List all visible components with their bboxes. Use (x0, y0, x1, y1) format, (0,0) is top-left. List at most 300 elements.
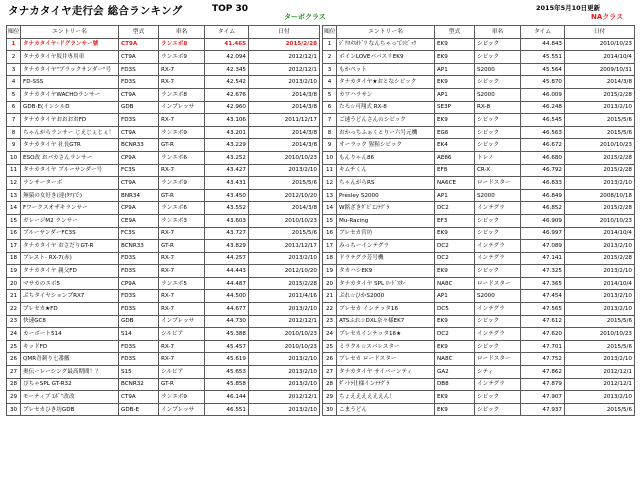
cell-date: 2015/2/28 (565, 88, 635, 101)
cell-rank: 17 (7, 240, 21, 253)
cell-rank: 5 (323, 88, 337, 101)
cell-model: AP1 (435, 189, 475, 202)
cell-time: 47.701 (521, 340, 565, 353)
cell-car: S2000 (475, 290, 521, 303)
cell-model: BCNR33 (119, 139, 159, 152)
table-row (323, 303, 635, 316)
cell-time: 46.551 (205, 403, 249, 416)
cell-time: 43.552 (205, 202, 249, 215)
cell-entry: キムチくん (337, 164, 435, 177)
cell-car: RX-7 (159, 303, 205, 316)
table-row (7, 340, 320, 353)
cell-car: シルビア (159, 366, 205, 379)
cell-model: CT9A (119, 88, 159, 101)
cell-time: 47.089 (521, 240, 565, 253)
cell-model: GA2 (435, 366, 475, 379)
cell-date: 2012/10/20 (249, 189, 320, 202)
cell-time: 43.106 (205, 114, 249, 127)
cell-car: ランエボ9 (159, 126, 205, 139)
cell-entry: ちょええええええん！ (337, 391, 435, 404)
cell-date: 2010/10/23 (565, 38, 635, 51)
cell-car: ランエボ5 (159, 277, 205, 290)
cell-model: AP1 (435, 63, 475, 76)
cell-date: 2012/10/20 (249, 265, 320, 278)
cell-date: 2008/10/18 (565, 189, 635, 202)
cell-date: 2013/2/10 (249, 303, 320, 316)
cell-rank: 12 (323, 177, 337, 190)
cell-model: FD3S (119, 265, 159, 278)
cell-model: EK9 (435, 51, 475, 64)
table-row (323, 202, 635, 215)
cell-time: 47.907 (521, 391, 565, 404)
cell-model: FD3S (119, 63, 159, 76)
cell-entry: タナカタイヤおおおおFD (21, 114, 119, 127)
cell-model: EF3 (435, 214, 475, 227)
table-header-row (7, 26, 320, 39)
cell-car: RX-7 (159, 290, 205, 303)
cell-date: 2012/12/1 (565, 366, 635, 379)
cell-model: CP9A (119, 151, 159, 164)
table-row (7, 214, 320, 227)
cell-car: ランエボ6 (159, 151, 205, 164)
table-row (7, 227, 320, 240)
cell-model: SE3P (435, 101, 475, 114)
cell-car: RX-7 (159, 63, 205, 76)
cell-date: 2015/5/6 (249, 177, 320, 190)
cell-model: FD3S (119, 76, 159, 89)
cell-rank: 18 (323, 252, 337, 265)
cell-time: 46.852 (521, 202, 565, 215)
col-model: 型式 (435, 26, 475, 39)
cell-car: シビック (475, 391, 521, 404)
cell-rank: 22 (323, 303, 337, 316)
cell-entry: ミラクル☆スパレスター (337, 340, 435, 353)
cell-car: インプレッサ (159, 315, 205, 328)
cell-model: EK4 (435, 139, 475, 152)
cell-date: 2015/2/28 (249, 277, 320, 290)
table-row (7, 290, 320, 303)
cell-entry: タナカタイヤ SPL ﾛｰﾄﾞｽﾀｰ (337, 277, 435, 290)
cell-entry: Fワークスオザキランサー (21, 202, 119, 215)
cell-entry: ガレージM2 ランサー (21, 214, 119, 227)
cell-model: CT9A (119, 51, 159, 64)
cell-time: 46.563 (521, 126, 565, 139)
cell-rank: 21 (323, 290, 337, 303)
cell-entry: タナカタイヤWACHOランサー (21, 88, 119, 101)
cell-model: EF8 (435, 164, 475, 177)
cell-car: シビック (475, 38, 521, 51)
table-row (7, 403, 320, 416)
cell-time: 44.487 (205, 277, 249, 290)
cell-car: シビック (475, 227, 521, 240)
cell-rank: 5 (7, 88, 21, 101)
cell-date: 2014/3/8 (249, 101, 320, 114)
cell-car: トレノ (475, 151, 521, 164)
cell-rank: 4 (323, 76, 337, 89)
col-entry: エントリー名 (337, 26, 435, 39)
cell-time: 43.201 (205, 126, 249, 139)
table-row (323, 214, 635, 227)
cell-time: 46.248 (521, 101, 565, 114)
cell-rank: 1 (7, 38, 21, 51)
cell-car: ランエボ6 (159, 202, 205, 215)
cell-car: GT-R (159, 240, 205, 253)
cell-date: 2013/2/10 (249, 378, 320, 391)
cell-entry: Mu-Racing (337, 214, 435, 227)
table-row (323, 391, 635, 404)
cell-model: DC2 (435, 202, 475, 215)
cell-rank: 25 (323, 340, 337, 353)
cell-model: EK9 (435, 227, 475, 240)
cell-date: 2013/2/10 (249, 353, 320, 366)
table-row (323, 88, 635, 101)
cell-car: シビック (475, 126, 521, 139)
cell-date: 2010/10/23 (249, 328, 320, 341)
cell-model: FD3S (119, 353, 159, 366)
table-row (7, 391, 320, 404)
cell-time: 47.862 (521, 366, 565, 379)
cell-time: 44.843 (521, 38, 565, 51)
cell-time: 46.997 (521, 227, 565, 240)
cell-date: 2009/10/31 (565, 63, 635, 76)
cell-model: EK9 (435, 114, 475, 127)
cell-model: CT9A (119, 177, 159, 190)
cell-rank: 20 (7, 277, 21, 290)
cell-car: ランエボ8 (159, 88, 205, 101)
cell-date: 2013/2/10 (249, 252, 320, 265)
cell-rank: 15 (323, 214, 337, 227)
cell-time: 43.450 (205, 189, 249, 202)
col-car: 車名 (475, 26, 521, 39)
table-row (323, 126, 635, 139)
cell-entry: タナカタイヤ サイバーンティ (337, 366, 435, 379)
cell-entry: ちゃんがらランサー じえじぇじぇ！ (21, 126, 119, 139)
cell-date: 2015/5/6 (249, 227, 320, 240)
cell-entry: ｼﾞｱﾛﾒｽｵﾄﾞﾘ なんちゃってｼﾋﾞｯｸ (337, 38, 435, 51)
cell-time: 46.792 (521, 164, 565, 177)
table-row (7, 202, 320, 215)
cell-rank: 3 (7, 63, 21, 76)
cell-car: ロードスター (475, 353, 521, 366)
cell-rank: 30 (323, 403, 337, 416)
cell-car: RX-7 (159, 252, 205, 265)
cell-rank: 16 (323, 227, 337, 240)
cell-rank: 3 (323, 63, 337, 76)
cell-entry: GDB-E(インシルD (21, 101, 119, 114)
table-row (323, 151, 635, 164)
cell-car: RX-7 (159, 340, 205, 353)
cell-entry: オーラック 猩猩シビック (337, 139, 435, 152)
cell-car: ランエボ9 (159, 51, 205, 64)
cell-time: 45.858 (205, 378, 249, 391)
cell-date: 2014/3/8 (565, 76, 635, 89)
cell-model: CT9A (119, 391, 159, 404)
cell-car: シビック (475, 340, 521, 353)
cell-rank: 4 (7, 76, 21, 89)
cell-rank: 18 (7, 252, 21, 265)
cell-car: インテグラ (475, 378, 521, 391)
cell-entry: ESO改 おバカさんランサー (21, 151, 119, 164)
cell-car: RX-7 (159, 265, 205, 278)
cell-car: RX-7 (159, 114, 205, 127)
cell-date: 2013/2/10 (249, 164, 320, 177)
cell-entry: ブレセカ宮坊 (337, 227, 435, 240)
cell-rank: 15 (7, 214, 21, 227)
cell-model: AP1 (435, 290, 475, 303)
cell-model: EK9 (435, 391, 475, 404)
cell-time: 47.937 (521, 403, 565, 416)
cell-time: 43.431 (205, 177, 249, 190)
cell-model: EK9 (435, 76, 475, 89)
table-row (7, 303, 320, 316)
cell-time: 46.833 (521, 177, 565, 190)
cell-car: ランエボ8 (159, 38, 205, 51)
cell-date: 2014/10/4 (565, 227, 635, 240)
table-row (323, 378, 635, 391)
cell-date: 2012/12/1 (249, 51, 320, 64)
cell-car: シビック (475, 265, 521, 278)
col-entry: エントリー名 (21, 26, 119, 39)
cell-car: GT-R (159, 378, 205, 391)
cell-time: 45.870 (521, 76, 565, 89)
cell-car: シビック (475, 51, 521, 64)
cell-time: 41.465 (205, 38, 249, 51)
cell-entry: 無猿の女好き(達(ﾀﾂ)で) (21, 189, 119, 202)
table-row (323, 290, 635, 303)
cell-model: GDB (119, 101, 159, 114)
table-row (7, 38, 320, 51)
cell-entry: タカハシEK9 (337, 265, 435, 278)
table-row (323, 227, 635, 240)
cell-car: S2000 (475, 189, 521, 202)
table-row (7, 277, 320, 290)
cell-time: 43.829 (205, 240, 249, 253)
cell-entry: Presley S2000 (337, 189, 435, 202)
cell-date: 2013/2/10 (565, 265, 635, 278)
cell-model: DB8 (435, 378, 475, 391)
cell-date: 2015/5/6 (565, 114, 635, 127)
page-title: タナカタイヤ走行会 総合ランキング (8, 5, 183, 17)
cell-entry: タナカタイヤ坂井専用車 (21, 51, 119, 64)
cell-model: GDB (119, 315, 159, 328)
na-ranking-table (322, 25, 635, 416)
cell-entry: タナカタイヤ･ドグランサー號 (21, 38, 119, 51)
cell-time: 46.909 (521, 214, 565, 227)
cell-date: 2014/10/4 (565, 277, 635, 290)
cell-entry: タナカタイヤ おさだりGT-R (21, 240, 119, 253)
cell-car: ロードスター (475, 177, 521, 190)
table-row (7, 88, 320, 101)
cell-rank: 23 (7, 315, 21, 328)
cell-model: CP9A (119, 202, 159, 215)
turbo-class-label: ターボクラス (284, 13, 326, 21)
cell-car: シビック (475, 76, 521, 89)
cell-car: RX-7 (159, 164, 205, 177)
cell-date: 2011/12/17 (249, 114, 320, 127)
cell-model: NA8C (435, 353, 475, 366)
cell-time: 44.677 (205, 303, 249, 316)
cell-rank: 29 (323, 391, 337, 404)
table-row (323, 114, 635, 127)
table-row (323, 189, 635, 202)
cell-rank: 27 (7, 366, 21, 379)
cell-car: GT-R (159, 189, 205, 202)
cell-date: 2013/2/10 (565, 290, 635, 303)
cell-rank: 1 (323, 38, 337, 51)
cell-time: 47.454 (521, 290, 565, 303)
cell-model: FD3S (119, 114, 159, 127)
cell-model: S14 (119, 328, 159, 341)
cell-model: AP1 (435, 88, 475, 101)
table-row (323, 51, 635, 64)
cell-time: 43.727 (205, 227, 249, 240)
cell-date: 2012/12/1 (249, 391, 320, 404)
table-row (323, 340, 635, 353)
cell-entry: ブレセカ インテッタ16 (337, 303, 435, 316)
cell-entry: 奥伝ーレーシング最高期間！？ (21, 366, 119, 379)
table-row (323, 164, 635, 177)
table-row (7, 139, 320, 152)
cell-rank: 16 (7, 227, 21, 240)
cell-car: RX-7 (159, 76, 205, 89)
cell-time: 45.388 (205, 328, 249, 341)
cell-entry: 快速GC8 (21, 315, 119, 328)
cell-model: CT9A (119, 38, 159, 51)
cell-model: DC2 (435, 328, 475, 341)
na-class-label: NAクラス (591, 13, 624, 21)
cell-rank: 14 (7, 202, 21, 215)
table-row (7, 51, 320, 64)
cell-time: 45.619 (205, 353, 249, 366)
cell-rank: 14 (323, 202, 337, 215)
cell-car: S2000 (475, 88, 521, 101)
cell-date: 2013/2/10 (565, 240, 635, 253)
cell-date: 2012/12/1 (249, 315, 320, 328)
cell-rank: 12 (7, 177, 21, 190)
cell-date: 2013/2/10 (249, 403, 320, 416)
cell-date: 2013/2/10 (249, 366, 320, 379)
cell-entry: タナカタイヤ"ブラックサンダー"号 (21, 63, 119, 76)
cell-entry: プレセカ★FD (21, 303, 119, 316)
cell-entry: マサカのエボ5 (21, 277, 119, 290)
cell-model: FD3S (119, 340, 159, 353)
cell-time: 42.094 (205, 51, 249, 64)
cell-date: 2010/10/23 (565, 139, 635, 152)
cell-car: インプレッサ (159, 403, 205, 416)
cell-time: 46.672 (521, 139, 565, 152)
cell-date: 2011/4/16 (249, 290, 320, 303)
cell-date: 2010/10/23 (249, 340, 320, 353)
cell-date: 2015/2/28 (565, 252, 635, 265)
cell-car: RX-8 (475, 101, 521, 114)
table-row (323, 139, 635, 152)
cell-model: CE9A (119, 214, 159, 227)
cell-rank: 27 (323, 366, 337, 379)
cell-entry: ちゃんがらRS (337, 177, 435, 190)
cell-rank: 20 (323, 277, 337, 290)
table-row (7, 164, 320, 177)
cell-time: 47.879 (521, 378, 565, 391)
cell-date: 2014/3/8 (249, 88, 320, 101)
cell-time: 46.545 (521, 114, 565, 127)
cell-entry: キッドFD (21, 340, 119, 353)
cell-rank: 9 (323, 139, 337, 152)
cell-date: 2012/12/1 (565, 378, 635, 391)
cell-car: ランエボ3 (159, 214, 205, 227)
cell-time: 42.960 (205, 101, 249, 114)
cell-date: 2012/12/1 (249, 63, 320, 76)
cell-entry: W銘ざきﾀﾞﾋﾞｴﾝﾃｸﾞﾗ (337, 202, 435, 215)
cell-model: DC5 (435, 303, 475, 316)
cell-car: シビック (475, 214, 521, 227)
cell-car: インテグラ (475, 252, 521, 265)
cell-time: 45.564 (521, 63, 565, 76)
cell-time: 45.551 (521, 51, 565, 64)
table-row (323, 277, 635, 290)
cell-model: GDB-E (119, 403, 159, 416)
table-row (7, 101, 320, 114)
col-car: 車名 (159, 26, 205, 39)
cell-rank: 25 (7, 340, 21, 353)
cell-rank: 19 (7, 265, 21, 278)
cell-model: CT9A (119, 126, 159, 139)
cell-rank: 2 (7, 51, 21, 64)
cell-rank: 28 (7, 378, 21, 391)
cell-rank: 10 (323, 151, 337, 164)
cell-entry: ﾀﾞｰﾄﾗ仕様インﾃﾃｸﾞﾗ (337, 378, 435, 391)
cell-car: インテグラ (475, 240, 521, 253)
cell-entry: ATSふれ☆DXL奈々様EK7 (337, 315, 435, 328)
cell-time: 46.144 (205, 391, 249, 404)
cell-date: 2010/10/23 (565, 328, 635, 341)
cell-rank: 10 (7, 151, 21, 164)
cell-time: 42.542 (205, 76, 249, 89)
cell-model: EK9 (435, 315, 475, 328)
cell-time: 44.500 (205, 290, 249, 303)
cell-entry: プレセカひき坊GDB (21, 403, 119, 416)
cell-rank: 28 (323, 378, 337, 391)
cell-rank: 8 (323, 126, 337, 139)
cell-rank: 24 (7, 328, 21, 341)
col-model: 型式 (119, 26, 159, 39)
cell-entry: おかっちふぁくとりー六号元機 (337, 126, 435, 139)
table-row (323, 353, 635, 366)
cell-entry: ドラテグラ芳号機 (337, 252, 435, 265)
cell-model: FD3S (119, 252, 159, 265)
table-row (7, 315, 320, 328)
cell-time: 42.676 (205, 88, 249, 101)
cell-entry: もかペット (337, 63, 435, 76)
table-row (323, 265, 635, 278)
cell-date: 2013/2/10 (565, 101, 635, 114)
cell-date: 2015/5/6 (565, 315, 635, 328)
cell-rank: 6 (7, 101, 21, 114)
cell-car: インテグラ (475, 303, 521, 316)
cell-date: 2010/10/23 (249, 151, 320, 164)
cell-rank: 13 (323, 189, 337, 202)
table-row (7, 177, 320, 190)
cell-date: 2014/3/8 (249, 139, 320, 152)
cell-rank: 11 (323, 164, 337, 177)
table-row (323, 240, 635, 253)
cell-car: シルビア (159, 328, 205, 341)
cell-time: 46.009 (521, 88, 565, 101)
cell-car: RX-7 (159, 353, 205, 366)
cell-model: EG6 (435, 126, 475, 139)
cell-entry: ぴちゃSPL GT-R32 (21, 378, 119, 391)
cell-entry: ブレセカインテッタ16★ (337, 328, 435, 341)
cell-entry: ぷれ☆ひかS2000 (337, 290, 435, 303)
